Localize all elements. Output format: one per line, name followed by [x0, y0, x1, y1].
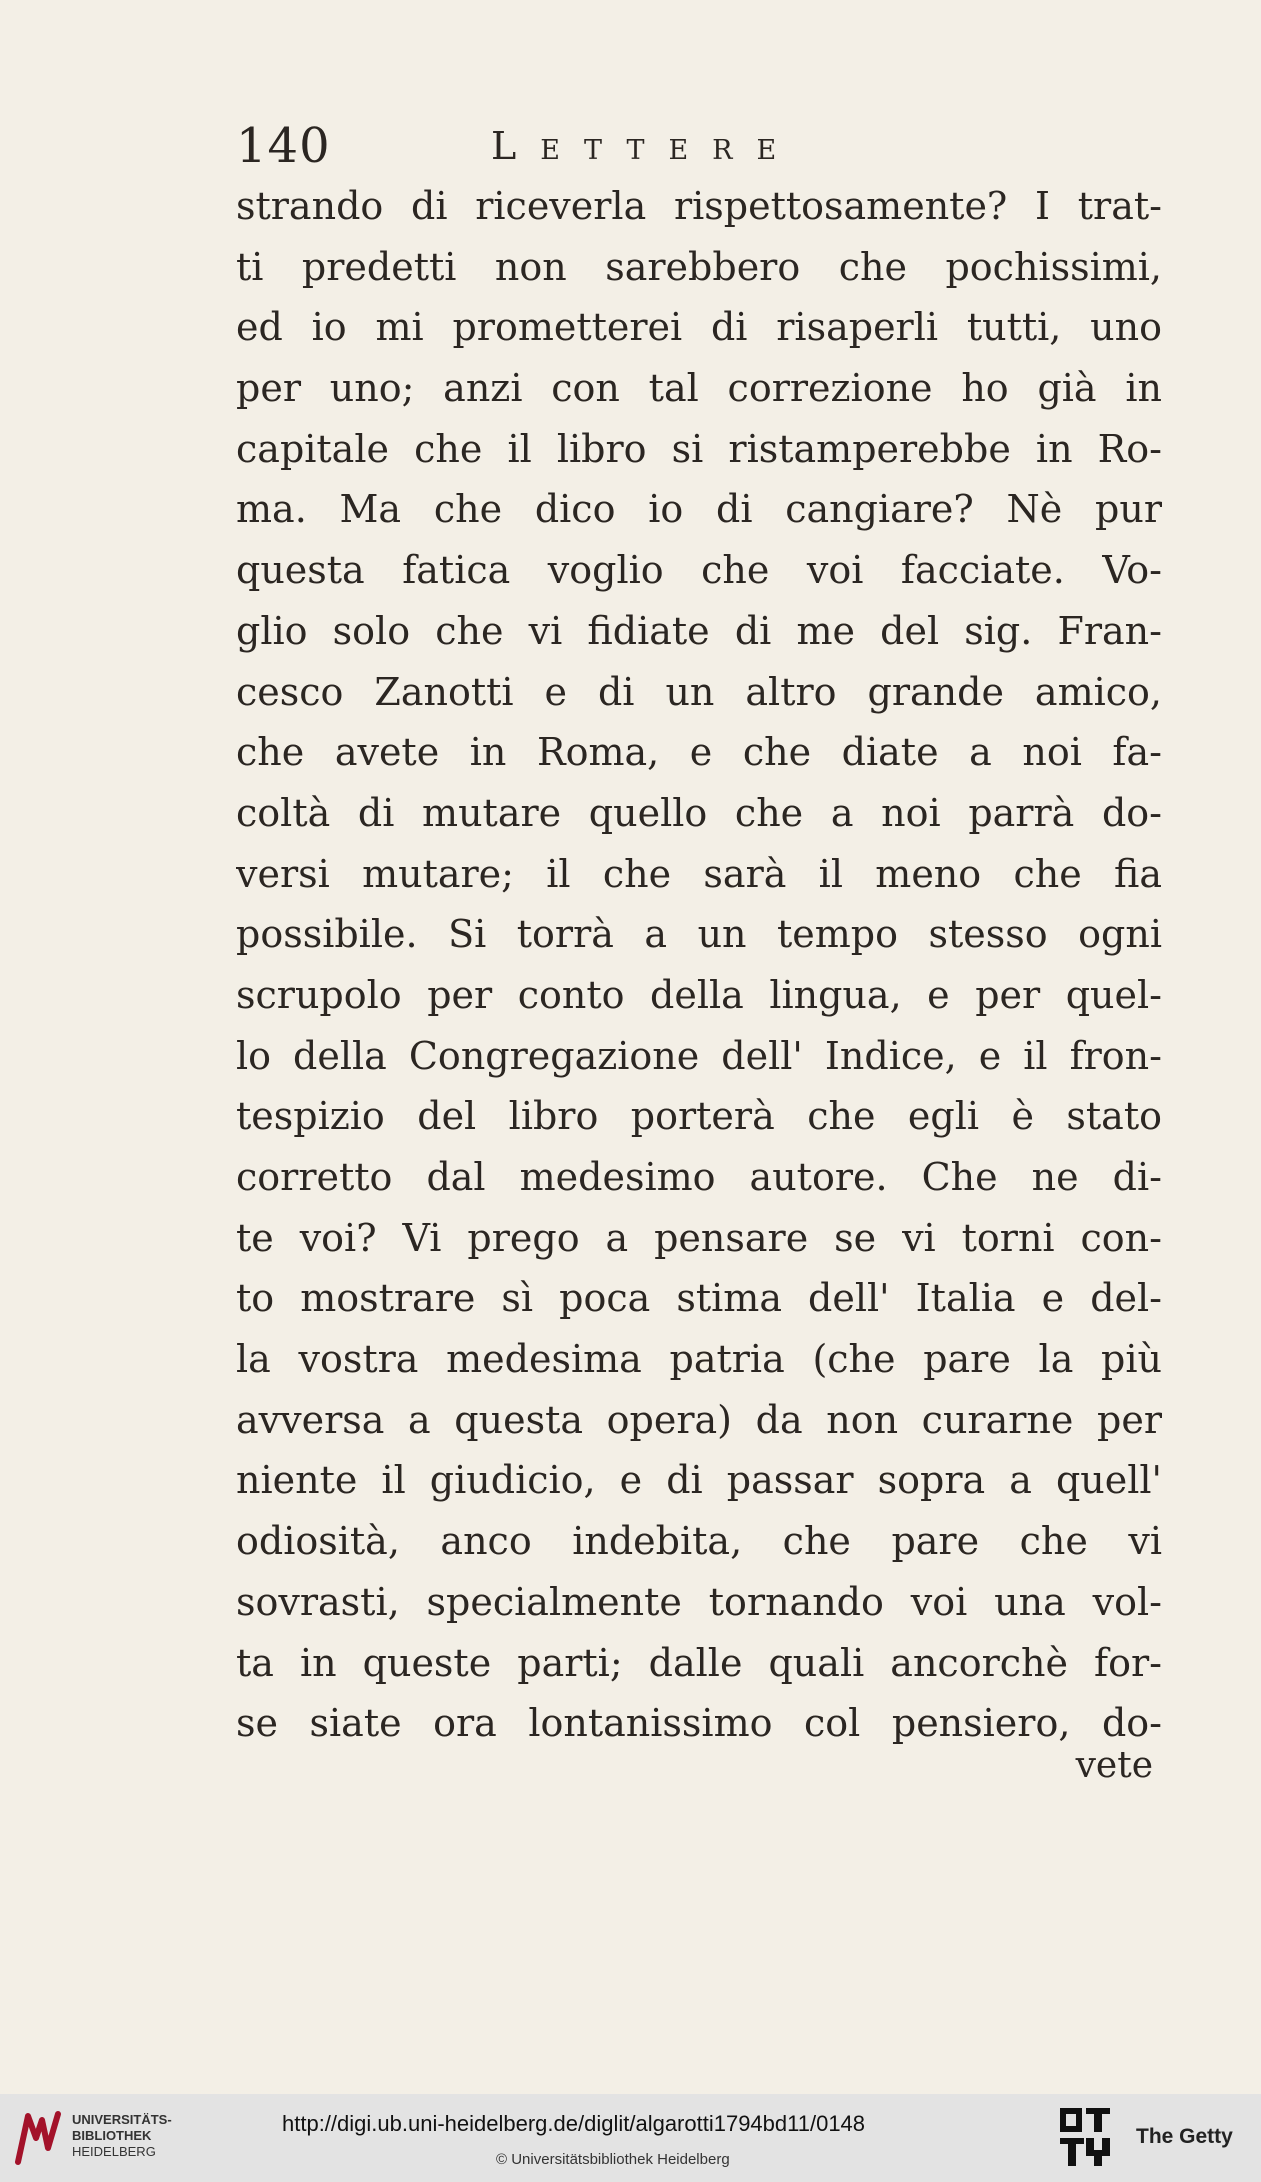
text-line: scrupolo per conto della lingua, e per quel- — [236, 972, 1162, 1017]
text-line: te voi? Vi prego a pensare se vi torni con- — [236, 1215, 1162, 1260]
body-text — [236, 176, 1162, 1754]
text-line: cesco Zanotti e di un altro grande amico, — [236, 669, 1162, 714]
viewer-footer — [0, 2094, 1261, 2182]
text-line: ta in queste parti; dalle quali ancorchè for- — [236, 1640, 1162, 1685]
text-line: la vostra medesima patria (che pare la più — [236, 1337, 1162, 1382]
text-line: to mostrare sì poca stima dell' Italia e del- — [236, 1276, 1162, 1321]
text-line: versi mutare; il che sarà il meno che fia — [236, 851, 1162, 896]
library-name — [72, 2112, 172, 2160]
permalink-url[interactable]: http://digi.ub.uni-heidelberg.de/diglit/algarotti1794bd11/0148 — [282, 2111, 866, 2136]
text-line: ti predetti non sarebbero che pochissimi, — [236, 244, 1162, 289]
getty-logo-icon — [1058, 2104, 1114, 2172]
text-line: capitale che il libro si ristamperebbe in Ro- — [236, 426, 1162, 471]
text-line: possibile. Si torrà a un tempo stesso ogni — [236, 912, 1162, 957]
text-line: questa fatica voglio che voi facciate. Vo- — [236, 548, 1162, 593]
text-line: corretto dal medesimo autore. Che ne di- — [236, 1155, 1162, 1199]
text-line: per uno; anzi con tal correzione ho già in — [236, 366, 1162, 411]
text-line: glio solo che vi fidiate di me del sig. Fran- — [236, 608, 1162, 653]
copyright-notice: © Universitätsbibliothek Heidelberg — [496, 2151, 730, 2168]
running-head: Lettere — [491, 124, 801, 168]
text-line: ed io mi prometterei di risaperli tutti, uno — [236, 305, 1162, 350]
text-line: che avete in Roma, e che diate a noi fa- — [236, 730, 1162, 775]
text-line: coltà di mutare quello che a noi parrà do- — [236, 790, 1162, 835]
text-line: avversa a questa opera) da non curarne per — [236, 1397, 1162, 1442]
text-line: odiosità, anco indebita, che pare che vi — [236, 1519, 1162, 1564]
text-line: sovrasti, specialmente tornando voi una vol- — [236, 1579, 1162, 1624]
partner-name: The Getty — [1136, 2125, 1233, 2148]
text-line: strando di riceverla rispettosamente? I trat- — [236, 184, 1162, 228]
text-line: tespizio del libro porterà che egli è stato — [236, 1094, 1162, 1139]
text-line: ma. Ma che dico io di cangiare? Nè pur — [236, 487, 1162, 532]
text-line: lo della Congregazione dell' Indice, e il fron- — [236, 1033, 1162, 1078]
library-name-line1: UNIVERSITÄTS- — [72, 2112, 172, 2127]
catchword: vete — [1075, 1745, 1153, 1786]
library-name-line3: HEIDELBERG — [72, 2144, 156, 2159]
library-name-line2: BIBLIOTHEK — [72, 2128, 152, 2143]
text-line: niente il giudicio, e di passar sopra a quell' — [236, 1458, 1162, 1503]
text-line: se siate ora lontanissimo col pensiero, do- — [236, 1701, 1162, 1746]
page-number: 140 — [236, 118, 331, 174]
library-logo-icon — [12, 2108, 64, 2168]
